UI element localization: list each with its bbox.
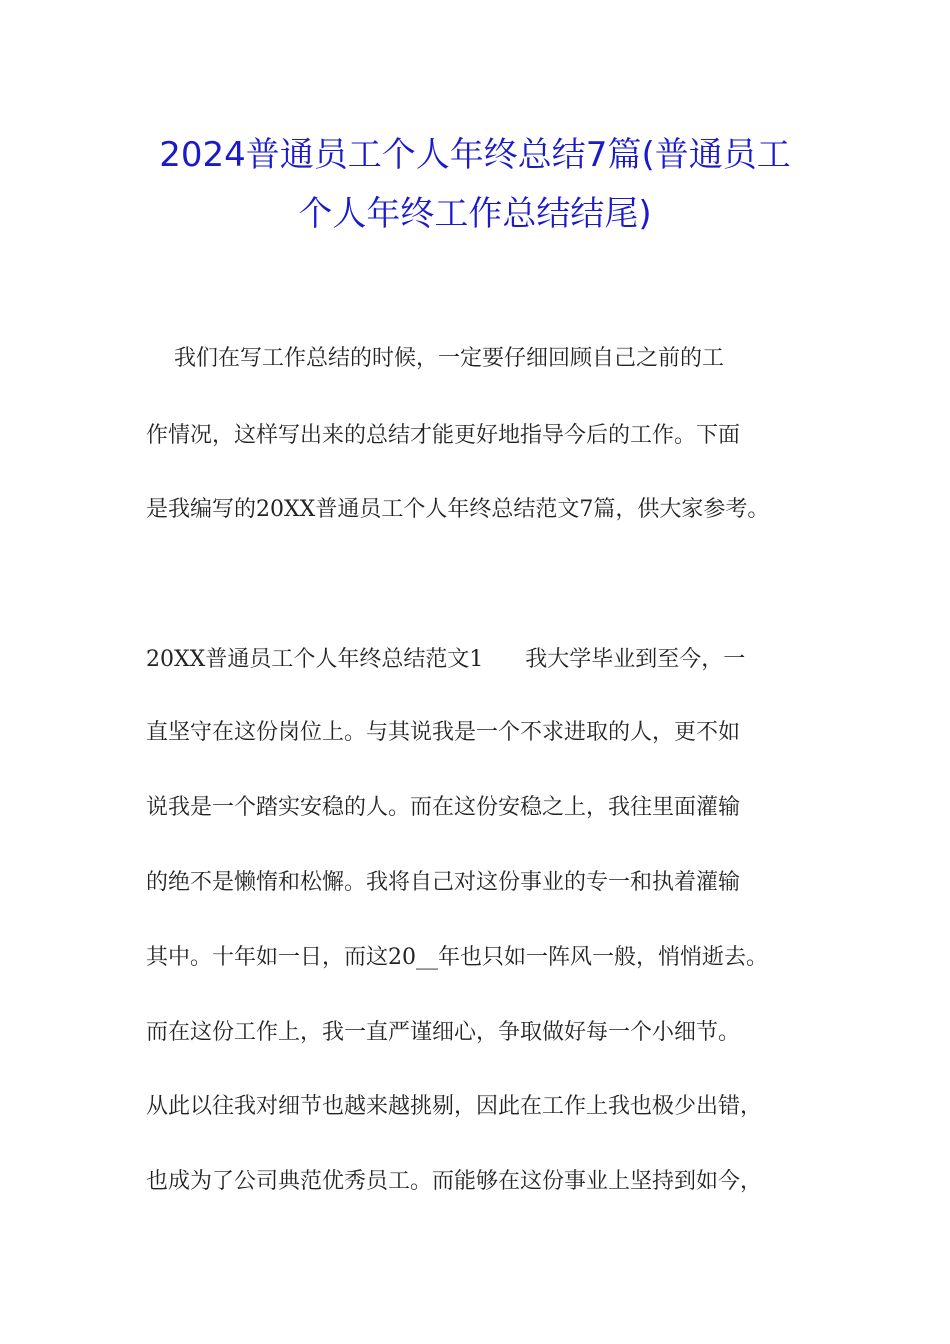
section-1-line-3: 说我是一个踏实安稳的人。而在这份安稳之上，我往里面灌输 <box>146 795 741 820</box>
section-1-line-7: 从此以往我对细节也越来越挑剔，因此在工作上我也极少出错， <box>146 1094 763 1119</box>
document-title-line-2: 个人年终工作总结结尾) <box>298 194 652 234</box>
section-1-line-1: 20XX普通员工个人年终总结范文1 我大学毕业到至今，一 <box>146 647 746 672</box>
section-1-line-5: 其中。十年如一日，而这20__年也只如一阵风一般，悄悄逝去。 <box>146 945 768 970</box>
section-1-line-4: 的绝不是懒惰和松懈。我将自己对这份事业的专一和执着灌输 <box>146 870 741 895</box>
intro-line-3: 是我编写的20XX普通员工个人年终总结范文7篇，供大家参考。 <box>146 497 770 522</box>
section-1-line-6: 而在这份工作上，我一直严谨细心，争取做好每一个小细节。 <box>146 1020 741 1045</box>
intro-line-2: 作情况，这样写出来的总结才能更好地指导今后的工作。下面 <box>146 423 741 448</box>
section-1-line-2: 直坚守在这份岗位上。与其说我是一个不求进取的人，更不如 <box>146 720 741 745</box>
document-title-line-1: 2024普通员工个人年终总结7篇(普通员工 <box>159 135 791 175</box>
section-1-line-8: 也成为了公司典范优秀员工。而能够在这份事业上坚持到如今， <box>146 1169 763 1194</box>
intro-line-1: 我们在写工作总结的时候，一定要仔细回顾自己之前的工 <box>146 346 724 371</box>
